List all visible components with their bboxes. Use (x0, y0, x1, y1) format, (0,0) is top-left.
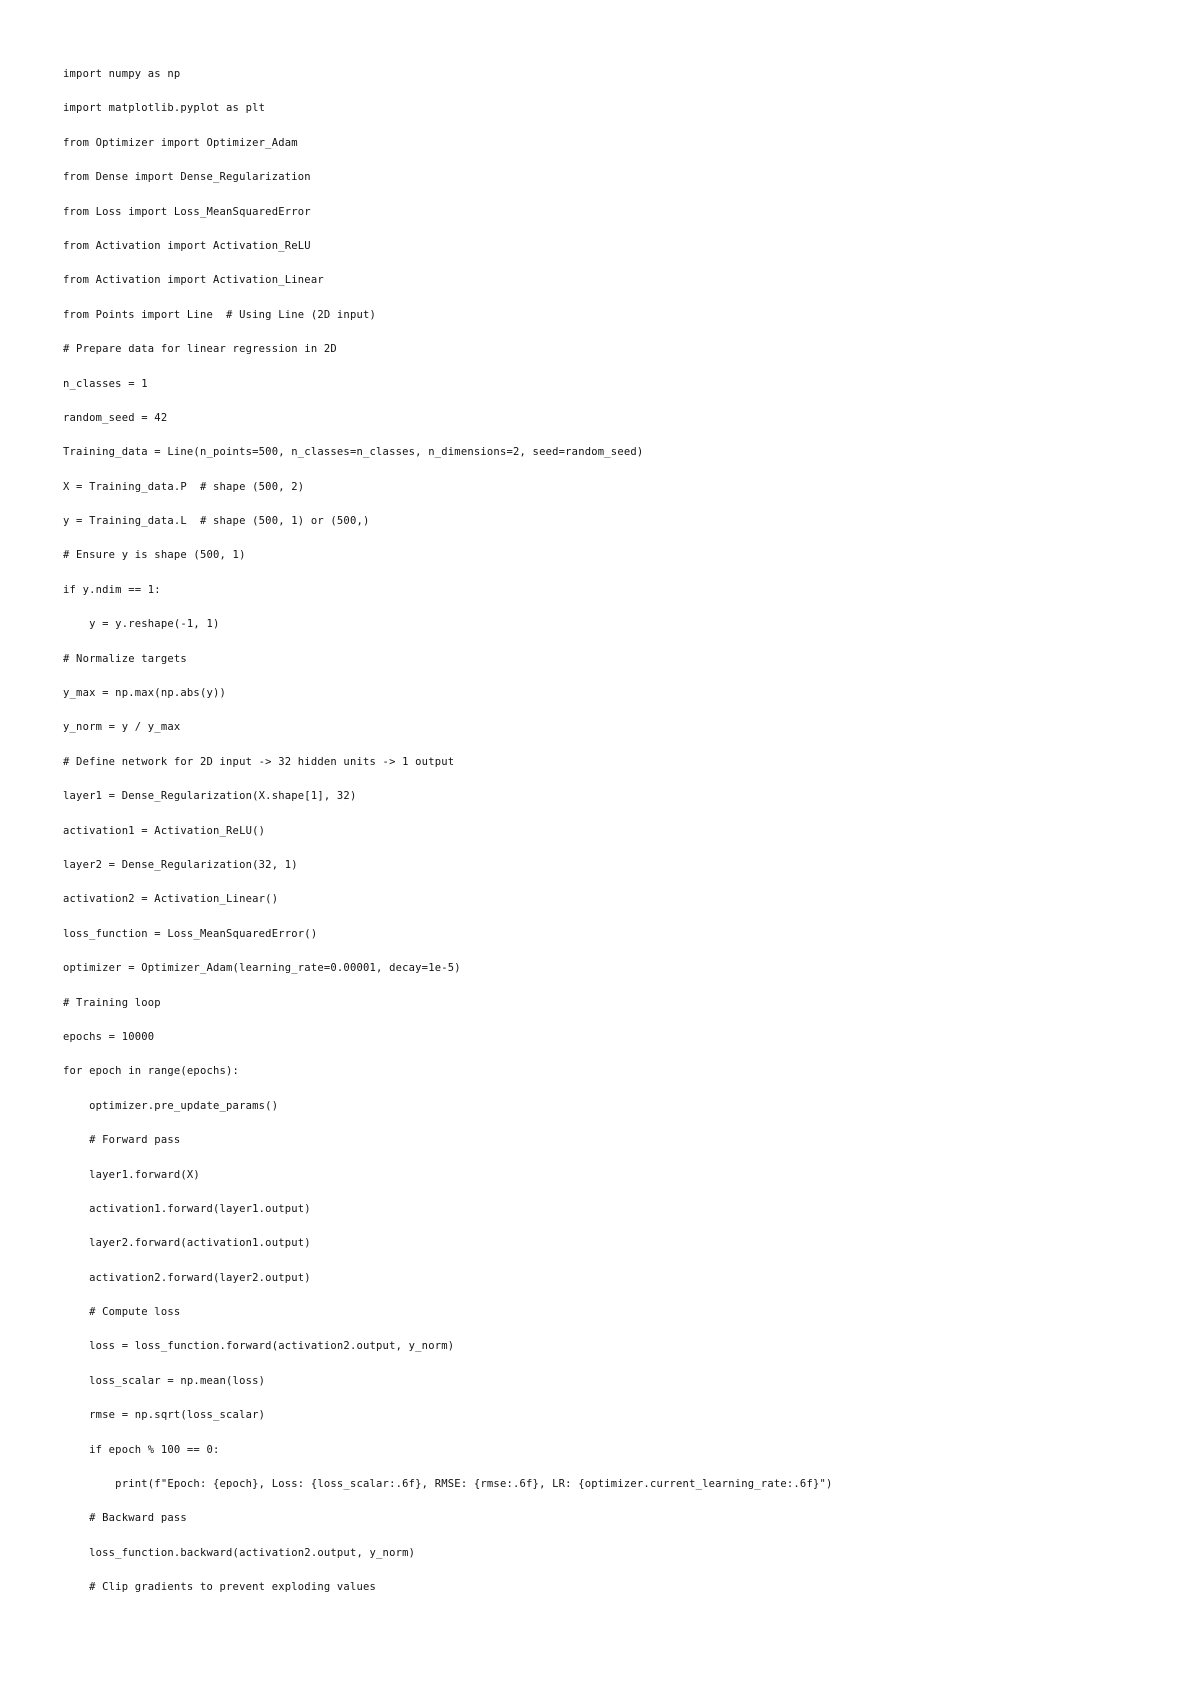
code-line: random_seed = 42 (63, 411, 168, 424)
code-line: # Define network for 2D input -> 32 hidden units -> 1 output (63, 755, 455, 768)
code-line: # Compute loss (63, 1306, 181, 1319)
code-line: y = Training_data.L # shape (500, 1) or (500,) (63, 515, 370, 528)
code-line: layer2.forward(activation1.output) (63, 1237, 311, 1250)
code-line: from Activation import Activation_ReLU (63, 239, 311, 252)
code-line: n_classes = 1 (63, 377, 148, 390)
code-line: loss_scalar = np.mean(loss) (63, 1374, 266, 1387)
code-line: import numpy as np (63, 68, 181, 80)
code-line: optimizer.pre_update_params() (63, 1099, 279, 1112)
code-line: # Backward pass (63, 1512, 187, 1525)
code-line: layer2 = Dense_Regularization(32, 1) (63, 858, 298, 871)
code-line: y = y.reshape(-1, 1) (63, 618, 220, 631)
code-block (63, 66, 1163, 1614)
code-line: if epoch % 100 == 0: (63, 1443, 220, 1456)
code-line: print(f"Epoch: {epoch}, Loss: {loss_scalar:.6f}, RMSE: {rmse:.6f}, LR: {optimizer.current_learning_rate:.6f}") (63, 1478, 833, 1491)
code-line: # Normalize targets (63, 652, 187, 665)
code-line: # Prepare data for linear regression in 2D (63, 343, 337, 356)
code-line: activation1.forward(layer1.output) (63, 1202, 311, 1215)
code-line: layer1.forward(X) (63, 1168, 200, 1181)
code-line: from Activation import Activation_Linear (63, 274, 324, 287)
code-line: Training_data = Line(n_points=500, n_classes=n_classes, n_dimensions=2, seed=random_seed) (63, 446, 644, 459)
code-line: loss = loss_function.forward(activation2.output, y_norm) (63, 1340, 455, 1353)
code-line: y_max = np.max(np.abs(y)) (63, 687, 227, 700)
code-line: from Points import Line # Using Line (2D input) (63, 308, 377, 321)
code-line: for epoch in range(epochs): (63, 1065, 240, 1078)
code-line: loss_function = Loss_MeanSquaredError() (63, 927, 318, 940)
code-line: from Loss import Loss_MeanSquaredError (63, 205, 311, 218)
code-line: # Forward pass (63, 1134, 181, 1147)
code-line: layer1 = Dense_Regularization(X.shape[1], 32) (63, 790, 357, 803)
code-line: activation2 = Activation_Linear() (63, 893, 279, 906)
code-line: loss_function.backward(activation2.output, y_norm) (63, 1546, 416, 1559)
code-line: rmse = np.sqrt(loss_scalar) (63, 1409, 266, 1422)
code-line: if y.ndim == 1: (63, 583, 161, 596)
code-line: import matplotlib.pyplot as plt (63, 102, 266, 115)
code-line: activation2.forward(layer2.output) (63, 1271, 311, 1284)
code-line: y_norm = y / y_max (63, 721, 181, 734)
code-line: # Clip gradients to prevent exploding values (63, 1581, 377, 1594)
code-line: # Training loop (63, 996, 161, 1009)
code-line: X = Training_data.P # shape (500, 2) (63, 480, 305, 493)
code-line: from Dense import Dense_Regularization (63, 171, 311, 184)
code-line: # Ensure y is shape (500, 1) (63, 549, 246, 562)
code-line: optimizer = Optimizer_Adam(learning_rate=0.00001, decay=1e-5) (63, 962, 461, 975)
code-line: from Optimizer import Optimizer_Adam (63, 136, 298, 149)
code-line: epochs = 10000 (63, 1030, 155, 1043)
code-line: activation1 = Activation_ReLU() (63, 824, 266, 837)
